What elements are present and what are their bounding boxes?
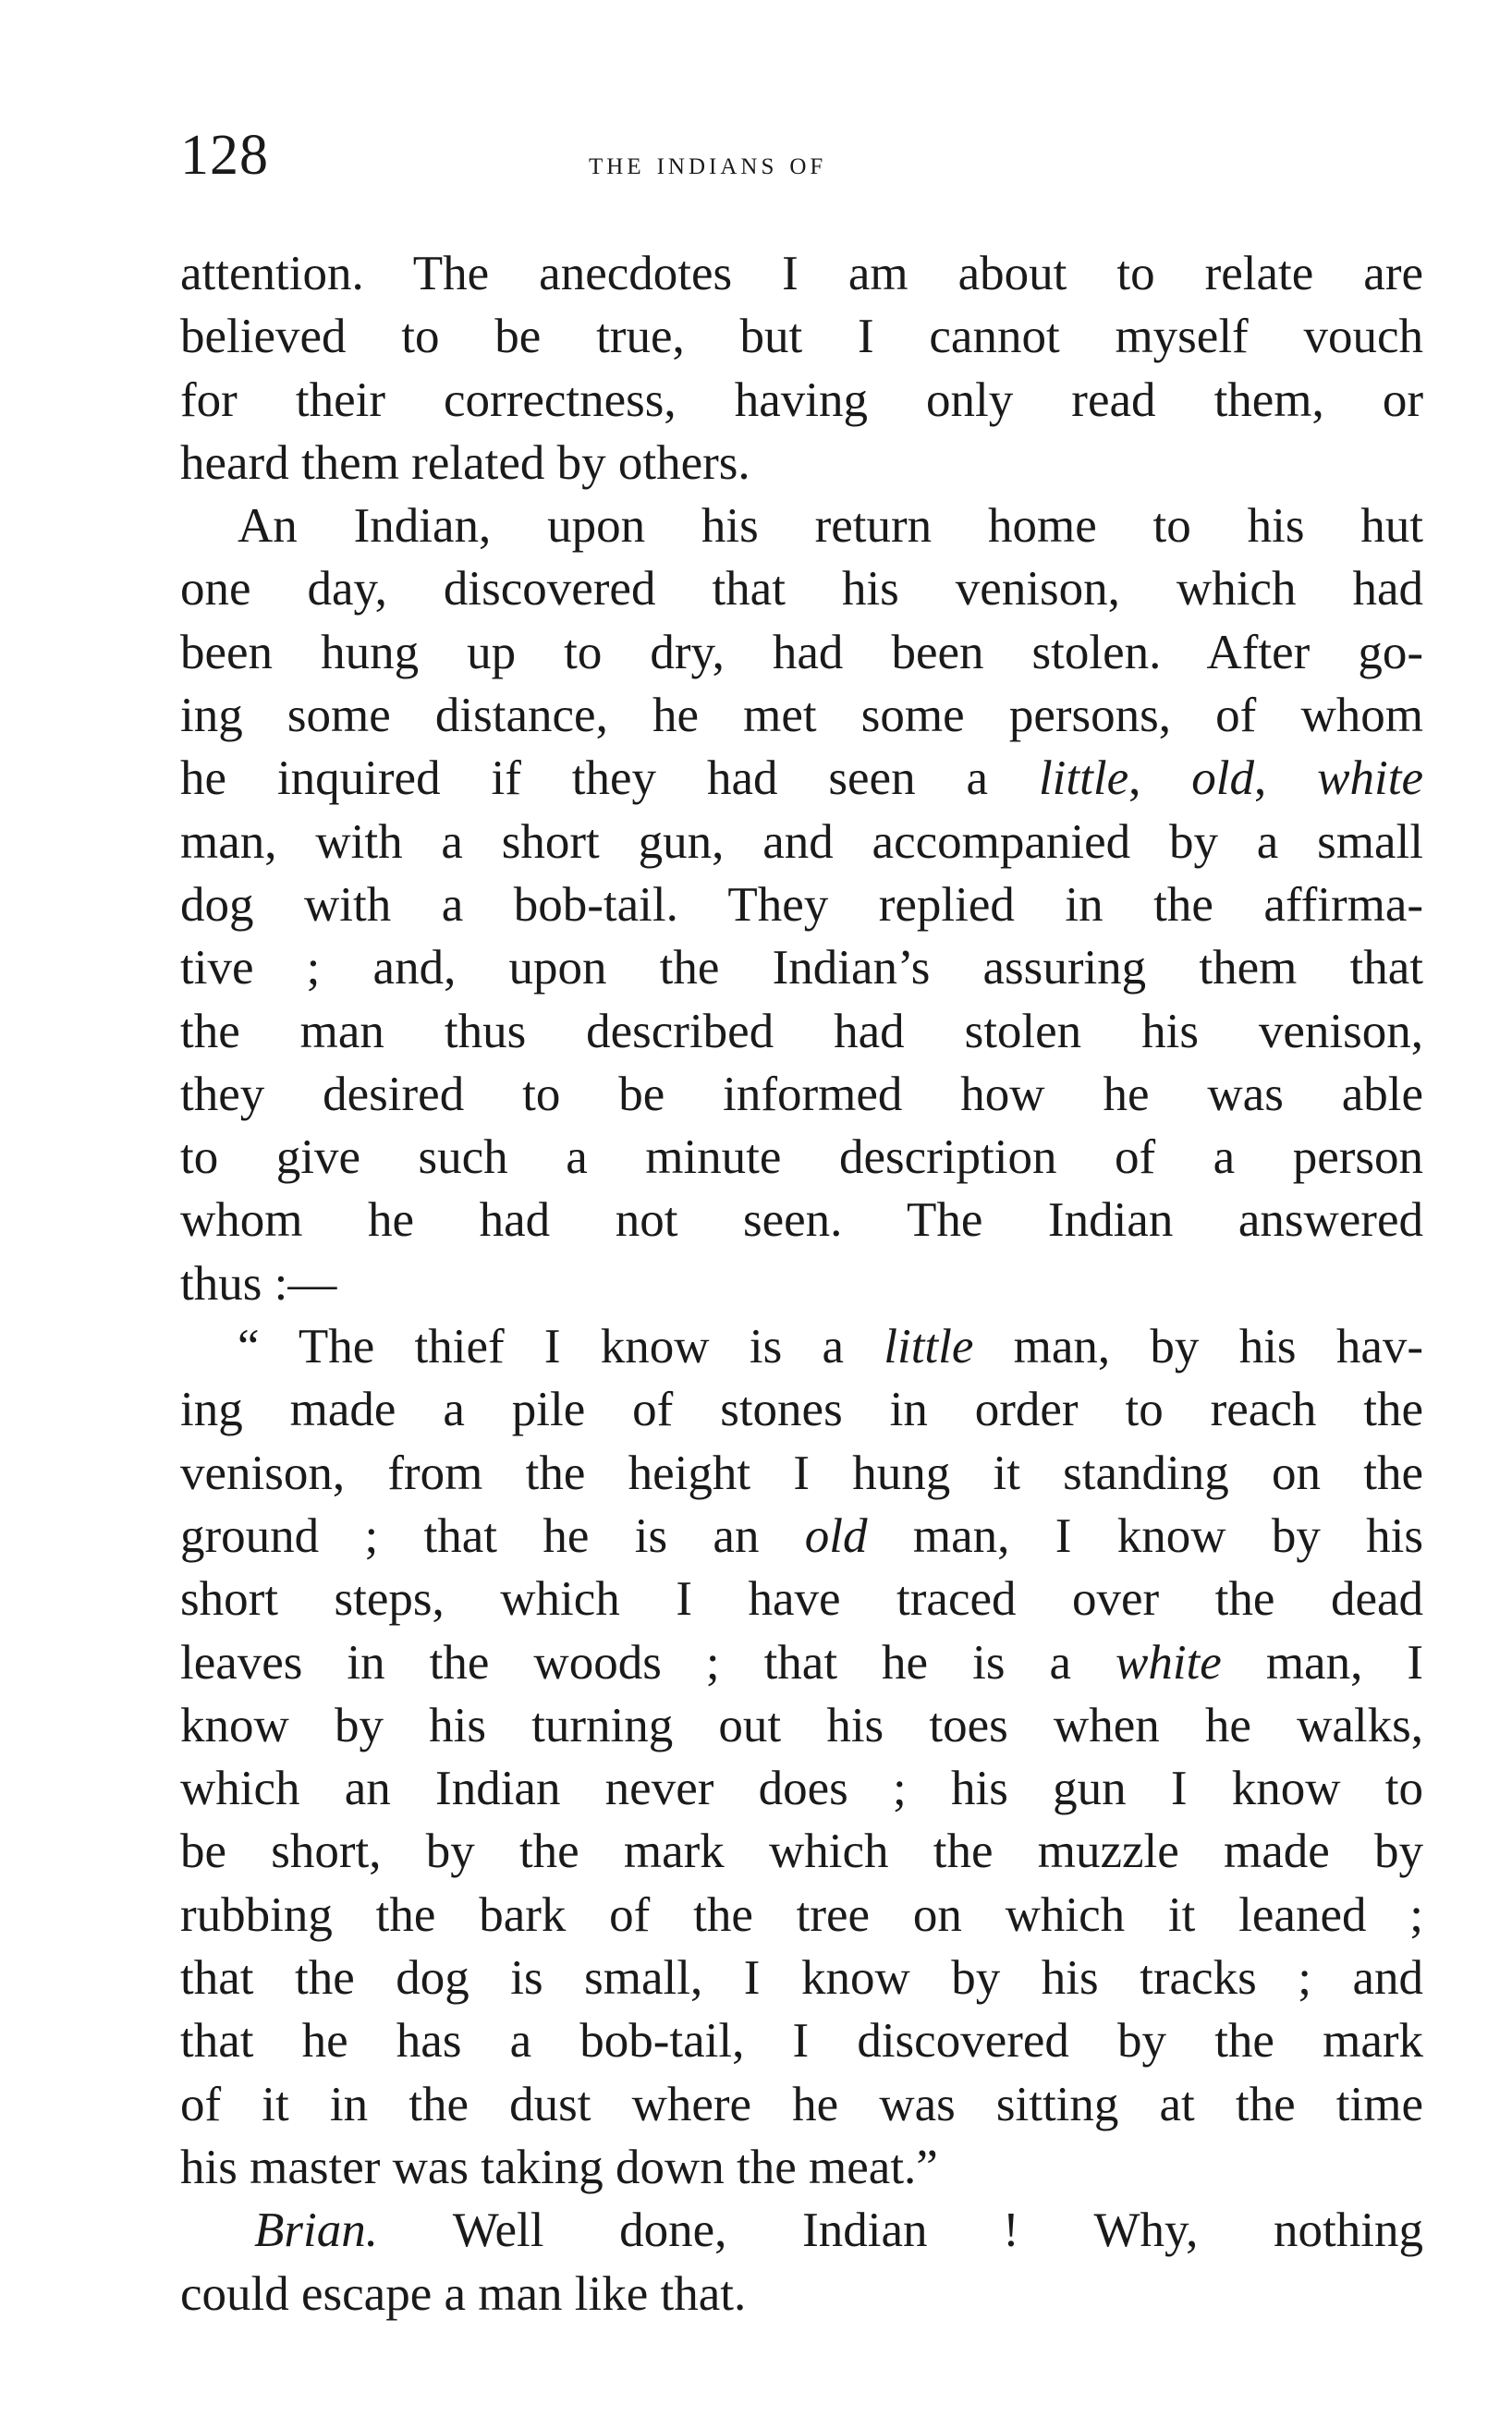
text-line: tive ; and, upon the Indian’s assuring them that: [180, 941, 1423, 995]
italic-word: white: [1317, 751, 1423, 806]
text-line: [180, 1631, 1423, 1694]
text-line: man, with a short gun, and accompanied by a small: [180, 814, 1423, 869]
text-line: been hung up to dry, had been stolen. After go-: [180, 625, 1423, 679]
text-line: [180, 2199, 1423, 2262]
page-number: 128: [180, 124, 269, 187]
running-head: [180, 118, 1423, 192]
text-line: [180, 1315, 1423, 1378]
text-run: he inquired if they had seen a: [180, 751, 1039, 806]
text-line: thus :—: [180, 1256, 337, 1311]
text-line: his master was taking down the meat.”: [180, 2140, 938, 2194]
text-run: Well done, Indian ! Why, nothing: [377, 2203, 1423, 2258]
text-line: be short, by the mark which the muzzle made by: [180, 1825, 1423, 1879]
text-run: ground ; that he is an: [180, 1508, 805, 1563]
text-line: venison, from the height I hung it standing on the: [180, 1446, 1423, 1500]
text-line: could escape a man like that.: [180, 2266, 747, 2321]
text-line: attention. The anecdotes I am about to relate are: [180, 247, 1423, 300]
text-line: rubbing the bark of the tree on which it leaned ;: [180, 1887, 1423, 1942]
text-line: they desired to be informed how he was able: [180, 1067, 1423, 1121]
text-line: ing made a pile of stones in order to reach the: [180, 1383, 1423, 1437]
text-line: for their correctness, having only read them, or: [180, 372, 1423, 427]
text-line: to give such a minute description of a person: [180, 1130, 1423, 1185]
running-title: the indians of: [589, 144, 827, 181]
italic-word: little: [884, 1320, 974, 1374]
text-line: that he has a bob-tail, I discovered by the mark: [180, 2014, 1423, 2069]
italic-word: white: [1115, 1635, 1222, 1690]
text-line: the man thus described had stolen his venison,: [180, 1004, 1423, 1058]
italic-word: old: [804, 1508, 868, 1563]
text-line: [180, 747, 1423, 810]
text-line: [180, 1505, 1423, 1568]
body-text: [180, 242, 1423, 2325]
text-run: “ The thief I know is a: [238, 1320, 884, 1374]
italic-word: old: [1191, 751, 1254, 806]
text-line: believed to be true, but I cannot myself vouch: [180, 310, 1423, 364]
italic-word: little: [1038, 751, 1129, 806]
text-run: ,: [1128, 751, 1192, 806]
text-run: man, I: [1221, 1635, 1423, 1690]
text-run: man, by his hav-: [973, 1320, 1423, 1374]
text-run: ,: [1254, 751, 1318, 806]
text-line: of it in the dust where he was sitting at the time: [180, 2077, 1423, 2131]
text-line: short steps, which I have traced over the dead: [180, 1572, 1423, 1627]
text-line: which an Indian never does ; his gun I know to: [180, 1762, 1423, 1816]
text-run: man, I know by his: [867, 1508, 1424, 1563]
text-line: ing some distance, he met some persons, of whom: [180, 689, 1423, 743]
text-line: heard them related by others.: [180, 435, 750, 490]
text-line: that the dog is small, I know by his tracks ; and: [180, 1951, 1423, 2006]
text-line: one day, discovered that his venison, which had: [180, 562, 1423, 616]
text-line: know by his turning out his toes when he walks,: [180, 1698, 1423, 1752]
speaker-name: Brian.: [254, 2203, 378, 2258]
text-line: An Indian, upon his return home to his hut: [238, 499, 1423, 554]
text-run: leaves in the woods ; that he is a: [180, 1635, 1116, 1690]
text-line: dog with a bob-tail. They replied in the affirma-: [180, 877, 1423, 932]
text-line: whom he had not seen. The Indian answered: [180, 1193, 1423, 1248]
